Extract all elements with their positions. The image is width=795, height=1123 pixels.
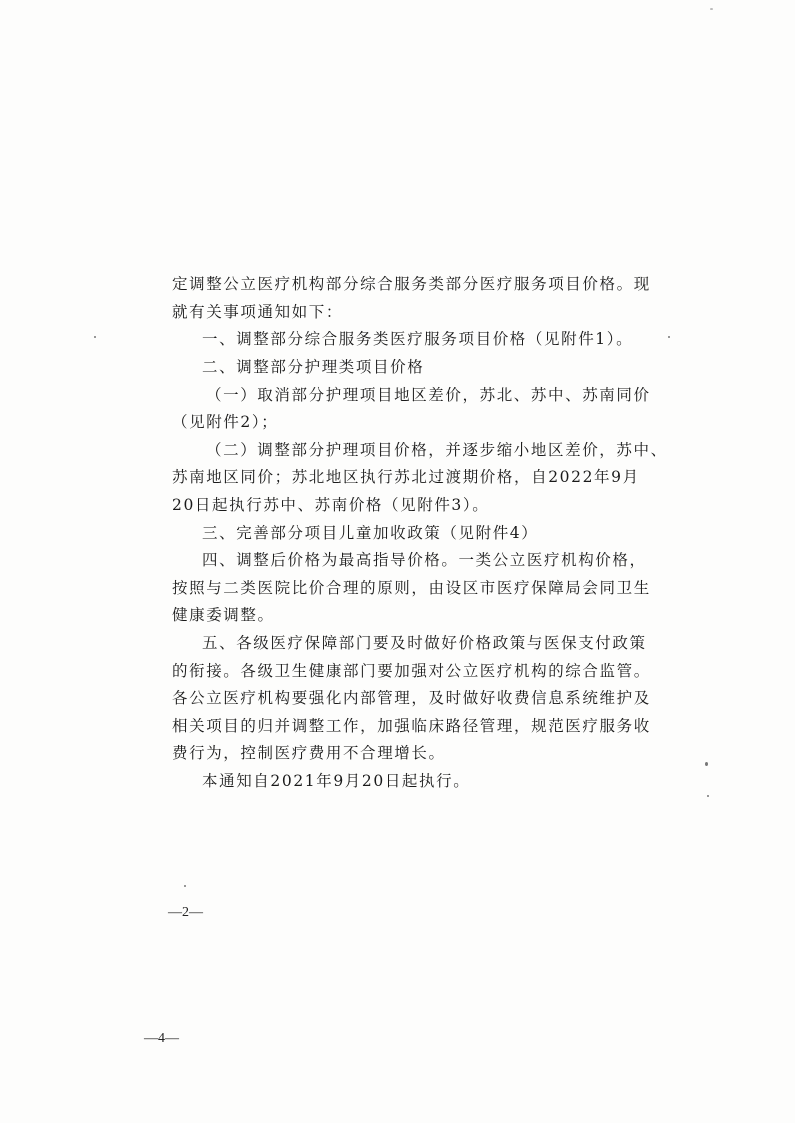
body-line-7: （二）调整部分护理项目价格，并逐步缩小地区差价，苏中、: [206, 441, 668, 459]
body-line-19: 本通知自2021年9月20日起执行。: [202, 772, 471, 790]
scan-speck: [705, 762, 708, 766]
body-line-15: 的衔接。各级卫生健康部门要加强对公立医疗机构的综合监管。: [172, 662, 651, 680]
body-line-8: 苏南地区同价；苏北地区执行苏北过渡期价格，自2022年9月: [172, 468, 640, 486]
scan-speck: [94, 336, 96, 338]
scan-speck: [668, 336, 670, 338]
body-line-13: 健康委调整。: [172, 606, 275, 624]
scan-speck: [707, 795, 709, 797]
body-line-4: 二、调整部分护理类项目价格: [202, 358, 425, 376]
page-number-outer: —4—: [144, 1031, 179, 1046]
body-line-5: （一）取消部分护理项目地区差价，苏北、苏中、苏南同价: [206, 386, 651, 404]
body-line-11: 四、调整后价格为最高指导价格。一类公立医疗机构价格，: [202, 551, 647, 569]
scan-speck: [710, 8, 713, 10]
body-line-6: （见附件2）；: [172, 413, 279, 431]
body-line-12: 按照与二类医院比价合理的原则，由设区市医疗保障局会同卫生: [172, 579, 651, 597]
body-line-17: 相关项目的归并调整工作，加强临床路径管理，规范医疗服务收: [172, 717, 651, 735]
body-line-2: 就有关事项通知如下：: [172, 303, 344, 321]
body-line-18: 费行为，控制医疗费用不合理增长。: [172, 744, 446, 762]
body-line-14: 五、各级医疗保障部门要及时做好价格政策与医保支付政策: [202, 634, 647, 652]
scan-speck: [184, 885, 186, 887]
body-line-9: 20日起执行苏中、苏南价格（见附件3）。: [172, 496, 490, 514]
body-line-16: 各公立医疗机构要强化内部管理，及时做好收费信息系统维护及: [172, 689, 651, 707]
body-line-3: 一、调整部分综合服务类医疗服务项目价格（见附件1）。: [202, 330, 634, 348]
page-number-inner: —2—: [168, 905, 203, 920]
body-line-10: 三、完善部分项目儿童加收政策（见附件4）: [202, 524, 539, 542]
body-line-1: 定调整公立医疗机构部分综合服务类部分医疗服务项目价格。现: [172, 275, 651, 293]
